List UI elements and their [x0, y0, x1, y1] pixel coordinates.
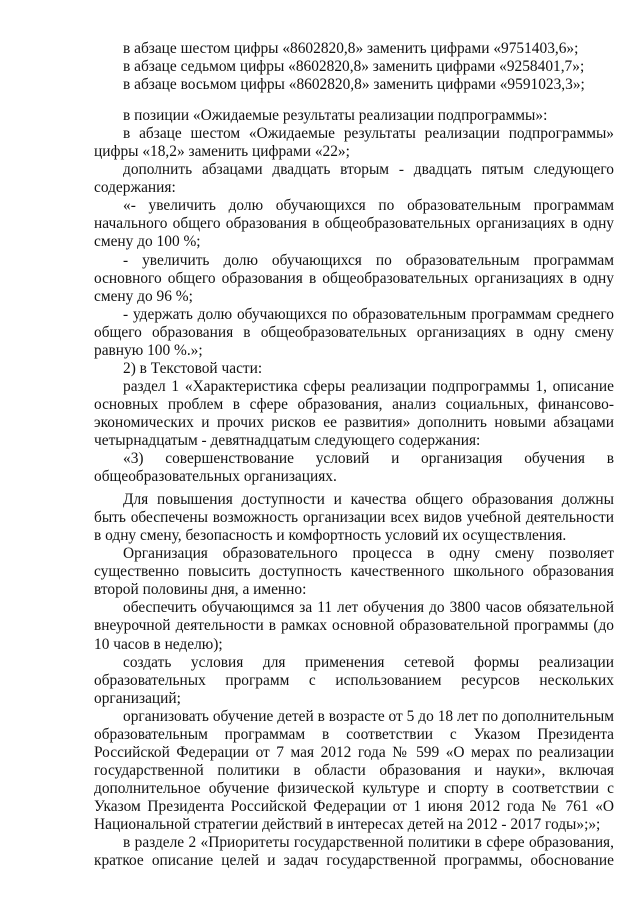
- paragraph: - удержать долю обучающихся по образовательным программам среднего общего образования в общеобразовательных организациях в одну смену равную 100 %.»;: [94, 305, 614, 359]
- paragraph: в абзаце седьмом цифры «8602820,8» заменить цифрами «9258401,7»;: [123, 58, 585, 76]
- paragraph: - увеличить долю обучающихся по образовательным программам основного общего образования в общеобразовательных организациях в одну смену до 96 %;: [94, 251, 614, 305]
- paragraph: в позиции «Ожидаемые результаты реализации подпрограммы»:: [123, 107, 548, 125]
- paragraph-gap: [94, 94, 614, 107]
- paragraph: 2) в Текстовой части:: [123, 359, 263, 377]
- paragraph: в разделе 2 «Приоритеты государственной политики в сфере образования, краткое описание целей и задач государственной программы, обоснование: [94, 834, 614, 870]
- paragraph: дополнить абзацами двадцать вторым - двадцать пятым следующего содержания:: [94, 161, 614, 197]
- paragraph: «3) совершенствование условий и организация обучения в общеобразовательных организациях.: [94, 450, 614, 486]
- paragraph: в абзаце шестом цифры «8602820,8» заменить цифрами «9751403,6»;: [123, 40, 579, 57]
- paragraph: Организация образовательного процесса в одну смену позволяет существенно повысить доступность качественного школьного образования второй половины дня, а именно:: [94, 545, 614, 599]
- document-page: [94, 40, 614, 870]
- paragraph: организовать обучение детей в возрасте от 5 до 18 лет по дополнительным образовательным программам в соответствии с Указом Президента Российской Федерации от 7 мая 2012 года № 599 «О мерах по реализации государственной политики в области образования и науки», включая дополнительное обучение физической культуре и спорту в соответствии с Указом Президента Российской Федерации от 1 июня 2012 года № 761 «О Национальной стратегии действий в интересах детей на 2012 - 2017 годы»;»;: [94, 707, 614, 833]
- paragraph: создать условия для применения сетевой формы реализации образовательных программ с использованием ресурсов нескольких организаций;: [94, 653, 614, 707]
- paragraph: раздел 1 «Характеристика сферы реализации подпрограммы 1, описание основных проблем в сфере образования, анализ социальных, финансово-экономических и прочих рисков ее развития» дополнить новыми абзацами четырнадцатым - девятнадцатым следующего содержания:: [94, 377, 614, 449]
- paragraph: в абзаце шестом «Ожидаемые результаты реализации подпрограммы» цифры «18,2» заменить цифрами «22»;: [94, 125, 614, 161]
- paragraph: «- увеличить долю обучающихся по образовательным программам начального общего образования в общеобразовательных организациях в одну смену до 100 %;: [94, 197, 614, 251]
- paragraph: обеспечить обучающимся за 11 лет обучения до 3800 часов обязательной внеурочной деятельности в рамках основной образовательной программы (до 10 часов в неделю);: [94, 599, 614, 653]
- paragraph: в абзаце восьмом цифры «8602820,8» заменить цифрами «9591023,3»;: [123, 76, 585, 94]
- paragraph: Для повышения доступности и качества общего образования должны быть обеспечены возможность организации всех видов учебной деятельности в одну смену, безопасность и комфортность условий их осуществления.: [94, 491, 614, 545]
